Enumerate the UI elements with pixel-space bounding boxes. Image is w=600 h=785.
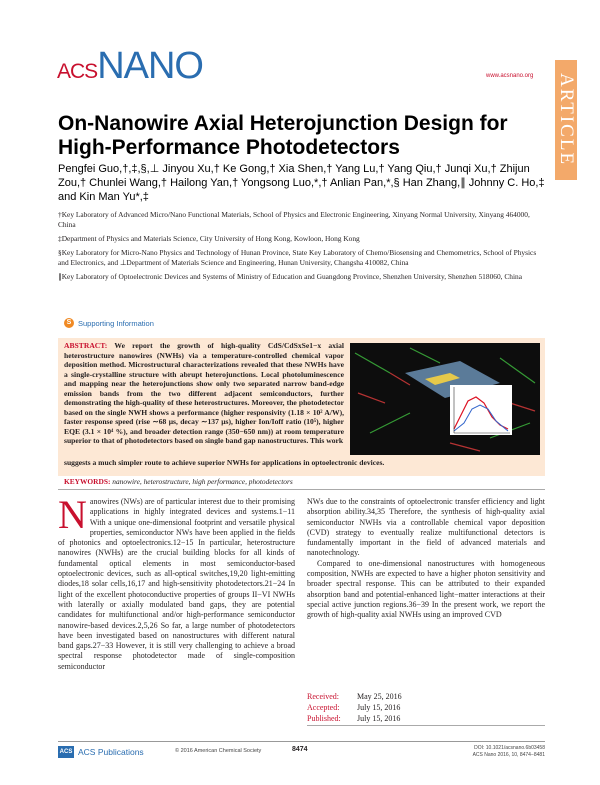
supporting-info-link[interactable]	[64, 318, 154, 328]
keywords	[64, 477, 293, 486]
date-received: Received: May 25, 2016	[307, 692, 402, 701]
date-accepted: Accepted: July 15, 2016	[307, 703, 401, 712]
section-divider	[58, 489, 545, 490]
journal-logo	[57, 45, 203, 88]
publisher-mark-icon: ACS	[58, 746, 74, 758]
doi-link[interactable]: DOI: 10.1021/acsnano.6b03458	[474, 745, 545, 751]
dates-divider	[307, 725, 545, 726]
abstract-body	[64, 341, 344, 446]
toc-graphic	[350, 343, 540, 455]
citation-line: ACS Nano 2016, 10, 8474−8481	[472, 751, 545, 758]
affiliations	[58, 210, 548, 286]
article-dates	[307, 691, 402, 724]
publisher-name: ACS Publications	[78, 747, 144, 757]
logo-nano: NANO	[97, 45, 203, 87]
supporting-info-label: Supporting Information	[78, 318, 154, 328]
logo-acs: ACS	[57, 60, 98, 83]
abstract-tail: suggests a much simpler route to achieve superior NWHs for applications in optoelectronic devices.	[64, 458, 385, 467]
affiliation-2: ‡Department of Physics and Materials Science, City University of Hong Kong, Kowloon, Hong Kong	[58, 234, 360, 243]
copyright: © 2016 American Chemical Society	[175, 748, 262, 754]
page-number: 8474	[292, 746, 308, 753]
author-list: Pengfei Guo,†,‡,§,⊥ Jinyou Xu,† Ke Gong,† Xia Shen,† Yang Lu,† Yang Qiu,† Junqi Xu,† Zhijun Zou,† Chunlei Wang,† Hailong Yan,† Yongsong Luo,*,† Anlian Pan,*,§ Han Zhang,∥ Johnny C. Ho,‡ and Kin Man Yu*,‡	[58, 163, 545, 203]
abstract-label: ABSTRACT:	[64, 341, 108, 350]
affiliation-4: ∥Key Laboratory of Optoelectronic Devices and Systems of Ministry of Education and Guangdong Province, Shenzhen University, Shenzhen 518060, China	[58, 272, 522, 281]
keywords-text: nanowire, heterostructure, high performance, photodetectors	[112, 477, 293, 486]
affiliation-3: §Key Laboratory for Micro-Nano Physics and Technology of Hunan Province, State Key Laboratory of Chemo/Biosensing and Chemometrics, School of Physics and Electronics, and ⊥Department of Materials Science and Engineering, Hunan University, Changsha 410082, China	[58, 248, 537, 267]
intro-paragraph: anowires (NWs) are of particular interest due to their promising applications in highly integrated devices and systems.1−11 With a unique one-dimensional footprint and versatile physical properties, semiconductor NWs have been applied in the fields of photonics and optoelectronics.12−15 In particular, heterostructure nanowires (NWHs) are the crucial building blocks for all kinds of fundamental optical elements in most semiconductor-based optoelectronic devices, such as all-optical switches,19,20 light-emitting diodes,18 solar cells,16,17 and high-sensitivity photodetectors.21−24 In light of the excellent photoconductive properties of groups II−VI NWHs with laterally or axially modulated band gaps, they are potential candidates for multifunctional and/or high-performance semiconductor nanowire-based devices.2,5,26 So far, a large number of photodetectors have been investigated based on nanostructures with different natural band gaps.27−33 However, it is still very challenging to achieve a broad spectral response photodetector made of single-composition semiconductor	[58, 497, 295, 671]
body-paragraph-1: NWs due to the constraints of optoelectronic transfer efficiency and light absorption ability.34,35 Therefore, the synthesis of high-quality axial semiconductor NWHs via a controllable chemical vapor deposition (CVD) strategy to eventually realize multifunctional detectors is fundamentally important in the field of advanced materials and nanotechnology.	[307, 497, 545, 558]
abstract-text: We report the growth of high-quality CdS/CdSxSe1−x axial heterostructure nanowires (NWHs) via a temperature-controlled chemical vapor deposition method. Microstructural characterizations revealed that these NWHs have a single-crystalline structure with abrupt heterojunctions. Local photoluminescence and mapping near the heterojunctions show only two separated narrow band-edge emission bands from the two different adjacent semiconductors, further demonstrating the high-quality of these heterostructures. Moreover, the photodetector based on the single NWH shows a performance (higher responsivity (1.18 × 10² A/W), faster response speed (rise ∼68 μs, decay ∼137 μs), higher Ion/Ioff ratio (10⁵), higher EQE (3.1 × 10⁴ %), and broader detection range (350−650 nm)) at room temperature superior to that of photodetectors based on single band gap nanostructures. This work	[64, 341, 344, 446]
drop-cap: N	[58, 492, 87, 537]
doi-block	[440, 745, 545, 758]
supporting-info-icon: S	[64, 318, 74, 328]
article-title: On-Nanowire Axial Heterojunction Design for High-Performance Photodetectors	[58, 112, 508, 159]
body-column-right	[307, 497, 545, 621]
keywords-label: KEYWORDS:	[64, 477, 111, 486]
section-tab-label: ARTICLE	[556, 73, 577, 167]
publisher-logo[interactable]	[58, 746, 144, 758]
section-tab	[555, 60, 577, 180]
footer-divider	[58, 741, 545, 742]
body-column-left	[58, 492, 295, 672]
affiliation-1: †Key Laboratory of Advanced Micro/Nano Functional Materials, School of Physics and Electronic Engineering, Xinyang Normal University, Xinyang 464000, China	[58, 210, 530, 229]
date-published: Published: July 15, 2016	[307, 714, 401, 723]
journal-url[interactable]: www.acsnano.org	[486, 73, 534, 79]
body-paragraph-2: Compared to one-dimensional nanostructures with homogeneous composition, NWHs are expected to have a higher photon sensitivity and broader spectral response. This can be attributed to their expanded absorption band and potential-enhanced light−matter interactions at their special active junction regions.36−39 In the present work, we report the growth of high-quality axial NWHs using an improved CVD	[307, 558, 545, 620]
